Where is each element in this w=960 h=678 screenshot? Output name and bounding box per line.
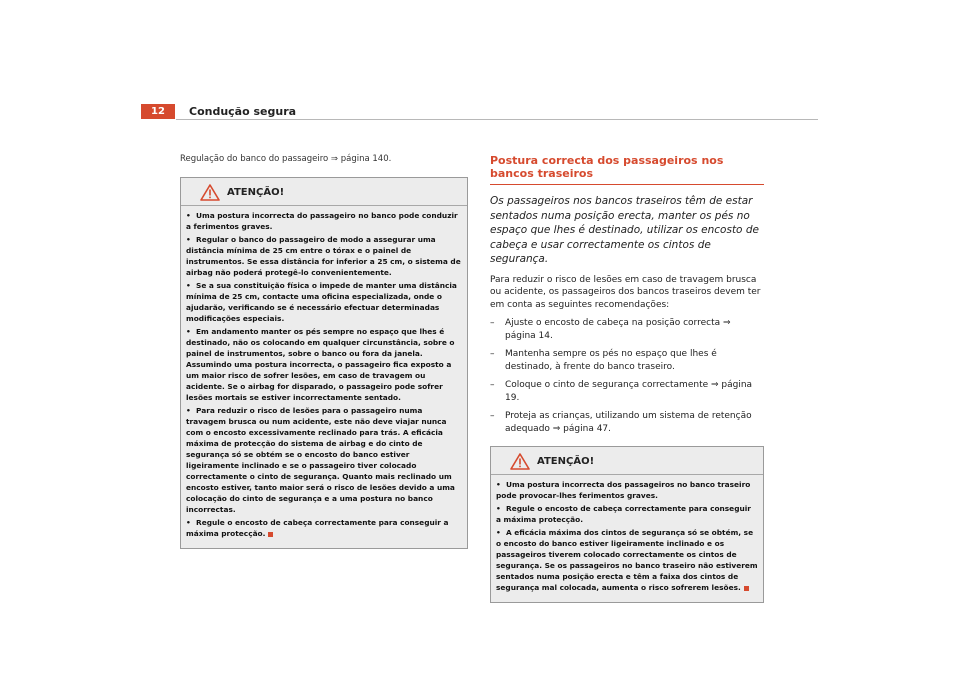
warning-item: • Para reduzir o risco de lesões para o passageiro numa travagem brusca ou num acidente, este não deve viajar nunca com o encosto excessivamente reclinado para trás. A eficácia máxima de protecção do sistema de airbag e do cinto de segurança só se obtém se o encosto do banco estiver ligeiramente inclinado e se o passageiro tiver colocado correctamente o cinto de segurança. Quanto mais reclinado um encosto estiver, tanto maior será o risco de lesões devido a uma colocação do cinto de segurança e a uma postura no banco incorrectas.: [186, 406, 455, 514]
running-header: Condução segura: [189, 105, 297, 118]
bullet-icon: •: [186, 235, 191, 244]
warning-item: • Se a sua constituição física o impede de manter uma distância mínima de 25 cm, contacte uma oficina especializada, onde o ajudarão, verificando se é necessário efectuar determinadas modificações especiais.: [186, 281, 457, 323]
warning-triangle-icon: [200, 184, 220, 201]
bullet-icon: •: [186, 518, 191, 527]
bullet-icon: •: [496, 480, 501, 489]
end-of-section-icon: [268, 532, 273, 537]
warning-rule: [181, 205, 467, 206]
warning-item: • Regule o encosto de cabeça correctamente para conseguir a máxima protecção.: [186, 518, 449, 538]
intro-reference: Regulação do banco do passageiro ⇒ página 140.: [180, 154, 392, 164]
warning-item: • A eficácia máxima dos cintos de segurança só se obtém, se o encosto do banco estiver ligeiramente inclinado e os passageiros tiverem colocado correctamente os cintos de segurança. Se os passageiros no banco traseiro não estiverem sentados numa posição erecta e têm a faixa dos cintos de segurança mal colocada, aumenta o risco sofrerem lesões.: [496, 528, 758, 592]
bullet-icon: •: [496, 528, 501, 537]
header-rule: [176, 119, 818, 120]
warning-item: • Uma postura incorrecta do passageiro no banco pode conduzir a ferimentos graves.: [186, 211, 458, 231]
section-title: Postura correcta dos passageiros nos bancos traseiros: [490, 154, 724, 180]
warning-item: • Regule o encosto de cabeça correctamente para conseguir a máxima protecção.: [496, 504, 751, 524]
warning-item: • Uma postura incorrecta dos passageiros no banco traseiro pode provocar-lhes ferimentos graves.: [496, 480, 751, 500]
warning-title: ATENÇÃO!: [537, 456, 595, 467]
left-column: [180, 154, 468, 549]
warning-header: [510, 453, 758, 470]
instruction-step: – Ajuste o encosto de cabeça na posição correcta ⇒ página 14.: [490, 318, 731, 341]
warning-triangle-icon: [510, 453, 530, 470]
warning-rule: [491, 474, 763, 475]
warning-item: • Regular o banco do passageiro de modo a assegurar uma distância mínima de 25 cm entre o tórax e o painel de instrumentos. Se essa distância for inferior a 25 cm, o sistema de airbag não poderá protegê-lo convenientemente.: [186, 235, 461, 277]
warning-item: • Em andamento manter os pés sempre no espaço que lhes é destinado, não os colocando em qualquer circunstância, sobre o painel de instrumentos, sobre o banco ou fora da janela. Assumindo uma postura incorrecta, o passageiro fica exposto a um maior risco de sofrer lesões, em caso de travagem ou acidente. Se o airbag for disparado, o passageiro pode sofrer lesões mortais se estiver incorrectamente sentado.: [186, 327, 455, 402]
section-lead: Os passageiros nos bancos traseiros têm de estar sentados numa posição erecta, manter os pés no espaço que lhes é destinado, utilizar os encosto de cabeça e usar correctamente os cintos de segurança.: [490, 195, 759, 265]
bullet-icon: •: [496, 504, 501, 513]
section-body: Para reduzir o risco de lesões em caso de travagem brusca ou acidente, os passageiros dos bancos traseiros devem ter em conta as seguintes recomendações:: [490, 274, 761, 310]
bullet-icon: •: [186, 211, 191, 220]
end-of-section-icon: [744, 586, 749, 591]
bullet-icon: •: [186, 281, 191, 290]
instruction-step: – Mantenha sempre os pés no espaço que lhes é destinado, à frente do banco traseiro.: [490, 349, 717, 372]
bullet-icon: •: [186, 327, 191, 336]
warning-box-right: [490, 446, 764, 603]
instruction-step: – Proteja as crianças, utilizando um sistema de retenção adequado ⇒ página 47.: [490, 411, 752, 434]
right-column: [490, 154, 764, 603]
instruction-step: – Coloque o cinto de segurança correctamente ⇒ página 19.: [490, 380, 753, 403]
warning-box-left: [180, 177, 468, 549]
section-rule: [490, 184, 764, 185]
page-number: 12: [141, 104, 175, 119]
warning-title: ATENÇÃO!: [227, 187, 285, 198]
bullet-icon: •: [186, 406, 191, 415]
warning-header: [200, 184, 462, 201]
